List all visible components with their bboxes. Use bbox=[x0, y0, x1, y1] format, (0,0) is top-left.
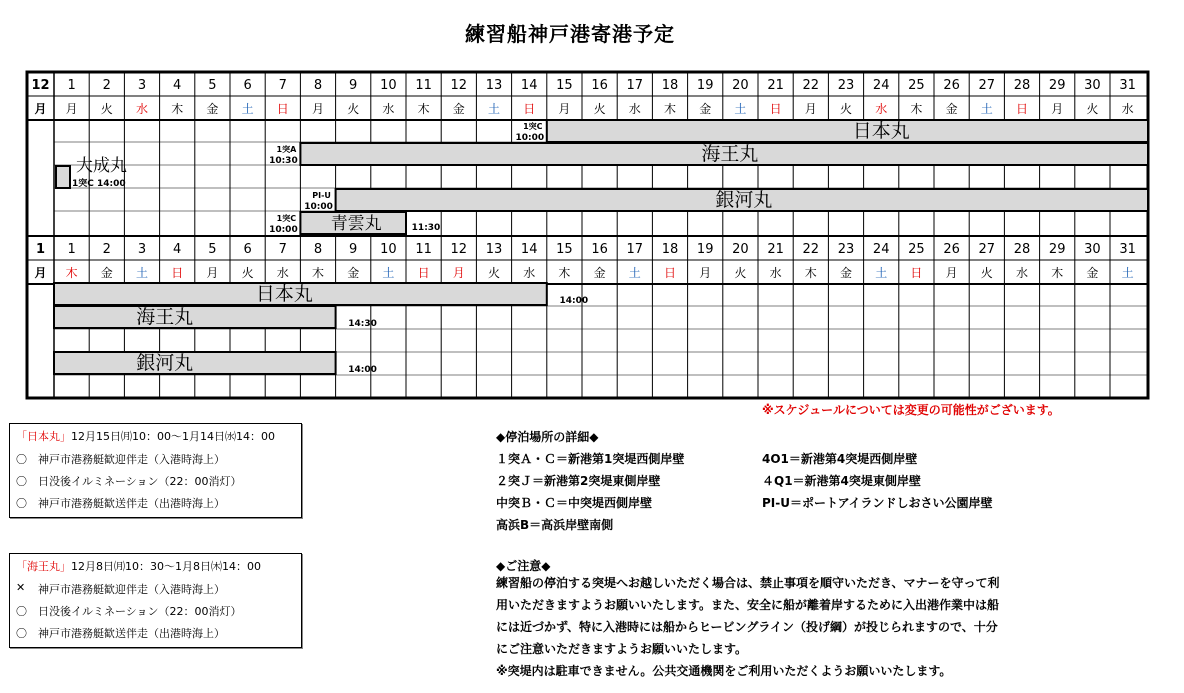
time-label: 1突C 14:00 bbox=[72, 179, 126, 189]
weekday-label: 木 bbox=[65, 266, 78, 280]
weekday-label: 土 bbox=[487, 102, 501, 116]
caution-line: 用いただきますようお願いいたします。また、安全に船が離着岸するために入出港作業中は船 bbox=[496, 598, 1000, 612]
day-number: 9 bbox=[349, 242, 358, 257]
day-number: 18 bbox=[661, 78, 679, 93]
weekday-label: 金 bbox=[100, 266, 113, 280]
time-label: 14:00 bbox=[348, 365, 377, 375]
stay-period: 12月15日㈪10：00～1月14日㈬14：00 bbox=[71, 430, 275, 443]
weekday-label: 日 bbox=[417, 266, 430, 280]
ship-bar bbox=[54, 352, 336, 374]
page-title: 練習船神戸港寄港予定 bbox=[465, 22, 675, 46]
weekday-label: 火 bbox=[100, 102, 113, 116]
weekday-label: 火 bbox=[1086, 102, 1099, 116]
day-number: 12 bbox=[450, 242, 468, 257]
weekday-label: 水 bbox=[135, 102, 149, 116]
weekday-label: 日 bbox=[1015, 102, 1029, 116]
ship-name: 「海王丸」 bbox=[16, 560, 71, 573]
day-number: 15 bbox=[556, 78, 573, 93]
day-number: 23 bbox=[837, 242, 855, 257]
status-mark: 〇 bbox=[16, 627, 27, 640]
berth-item: ２突Ｊ＝新港第2突堤東側岸壁 bbox=[496, 474, 661, 488]
day-number: 28 bbox=[1013, 78, 1031, 93]
day-number: 24 bbox=[872, 242, 890, 257]
weekday-label: 火 bbox=[980, 266, 993, 280]
weekday-label: 水 bbox=[523, 266, 536, 280]
caution-text bbox=[496, 572, 1066, 682]
berth-label: 1突C bbox=[276, 214, 297, 223]
day-number: 1 bbox=[67, 242, 76, 257]
weekday-label: 金 bbox=[347, 266, 360, 280]
berth-label: PI-U bbox=[312, 191, 331, 200]
weekday-label: 土 bbox=[135, 266, 149, 280]
event-row bbox=[10, 622, 301, 647]
time-label: 10:00 bbox=[304, 202, 333, 212]
day-number: 21 bbox=[767, 78, 784, 93]
status-mark: 〇 bbox=[16, 475, 27, 488]
weekday-label: 木 bbox=[910, 102, 923, 116]
weekday-label: 水 bbox=[628, 102, 641, 116]
day-number: 3 bbox=[137, 78, 147, 93]
event-text: 日没後イルミネーション（22：00消灯） bbox=[38, 475, 242, 488]
day-number: 22 bbox=[802, 78, 820, 93]
weekday-label: 日 bbox=[276, 102, 289, 116]
day-number: 27 bbox=[978, 242, 996, 257]
day-number: 2 bbox=[102, 78, 111, 93]
weekday-label: 木 bbox=[311, 266, 325, 280]
berth-item: ４Q1＝新港第4突堤東側岸壁 bbox=[762, 474, 921, 488]
day-number: 29 bbox=[1048, 78, 1066, 93]
day-number: 31 bbox=[1119, 242, 1136, 257]
day-number: 27 bbox=[978, 78, 996, 93]
day-number: 26 bbox=[943, 242, 960, 257]
weekday-label: 火 bbox=[593, 102, 606, 116]
day-number: 8 bbox=[313, 78, 323, 93]
time-label: 10:00 bbox=[515, 133, 545, 143]
weekday-label: 火 bbox=[734, 266, 747, 280]
day-number: 7 bbox=[278, 78, 287, 93]
ship-name-label: 海王丸 bbox=[136, 306, 194, 328]
weekday-label: 水 bbox=[276, 266, 289, 280]
day-number: 5 bbox=[208, 242, 217, 257]
day-number: 17 bbox=[626, 78, 644, 93]
weekday-label: 土 bbox=[628, 266, 641, 280]
time-label: 10:30 bbox=[269, 156, 298, 166]
event-text: 神戸市港務艇歓送伴走（出港時海上） bbox=[38, 497, 225, 510]
ship-bar bbox=[547, 120, 1148, 142]
berth-item: 高浜B＝高浜岸壁南側 bbox=[496, 518, 614, 532]
ship-name-label: 大成丸 bbox=[76, 156, 127, 176]
weekday-label: 水 bbox=[382, 102, 395, 116]
time-label: 14:30 bbox=[348, 319, 377, 329]
weekday-label: 日 bbox=[663, 266, 677, 280]
day-number: 25 bbox=[908, 78, 925, 93]
day-number: 12 bbox=[450, 78, 468, 93]
weekday-label: 金 bbox=[699, 102, 712, 116]
event-text: 神戸市港務艇歓迎伴走（入港時海上） bbox=[38, 453, 225, 466]
ship-name-label: 日本丸 bbox=[255, 283, 313, 305]
berth-label: 1突A bbox=[276, 145, 297, 154]
weekday-label: 金 bbox=[593, 266, 606, 280]
day-number: 1 bbox=[67, 78, 76, 93]
weekday-label: 日 bbox=[523, 102, 536, 116]
day-number: 30 bbox=[1084, 78, 1101, 93]
weekday-label: 月 bbox=[699, 266, 712, 280]
day-number: 4 bbox=[173, 242, 182, 257]
weekday-label: 月 bbox=[1051, 102, 1064, 116]
day-number: 13 bbox=[485, 242, 503, 257]
weekday-label: 水 bbox=[1121, 102, 1134, 116]
berth-label: 1突C bbox=[523, 122, 543, 131]
weekday-label: 土 bbox=[241, 102, 254, 116]
event-text: 神戸市港務艇歓迎伴走（入港時海上） bbox=[38, 583, 225, 596]
nihonmaru-info-box bbox=[9, 423, 302, 518]
day-number: 31 bbox=[1119, 78, 1136, 93]
month-number: 1 bbox=[35, 242, 46, 257]
weekday-label: 日 bbox=[171, 266, 184, 280]
berth-heading: ◆停泊場所の詳細◆ bbox=[496, 430, 599, 444]
weekday-label: 土 bbox=[1121, 266, 1134, 280]
day-number: 22 bbox=[802, 242, 820, 257]
stay-period: 12月8日㈪10：30～1月8日㈭14：00 bbox=[71, 560, 261, 573]
weekday-label: 月 bbox=[558, 102, 571, 116]
weekday-label: 土 bbox=[382, 266, 395, 280]
day-number: 24 bbox=[872, 78, 890, 93]
caution-heading: ◆ご注意◆ bbox=[496, 559, 551, 573]
day-number: 19 bbox=[696, 242, 714, 257]
kaiomaru-info-box bbox=[9, 553, 302, 648]
time-label: 14:00 bbox=[559, 296, 589, 306]
weekday-label: 金 bbox=[1086, 266, 1099, 280]
ship-name-label: 銀河丸 bbox=[715, 189, 773, 211]
ship-name-label: 銀河丸 bbox=[136, 352, 194, 374]
day-number: 21 bbox=[767, 242, 784, 257]
day-number: 4 bbox=[173, 78, 182, 93]
berth-item: 中突Ｂ・Ｃ＝中突堤西側岸壁 bbox=[496, 496, 653, 510]
nihonmaru-header bbox=[10, 424, 301, 448]
weekday-label: 月 bbox=[804, 102, 817, 116]
berth-item: PI-U＝ポートアイランドしおさい公園岸壁 bbox=[762, 496, 993, 510]
weekday-label: 金 bbox=[839, 266, 853, 280]
weekday-label: 月 bbox=[311, 102, 325, 116]
day-number: 14 bbox=[520, 242, 538, 257]
weekday-label: 火 bbox=[347, 102, 360, 116]
weekday-label: 木 bbox=[663, 102, 677, 116]
caution-line: ※突堤内は駐車できません。公共交通機関をご利用いただくようお願いいたします。 bbox=[496, 664, 952, 678]
weekday-label: 月 bbox=[945, 266, 958, 280]
ship-bar bbox=[54, 306, 336, 328]
day-number: 30 bbox=[1084, 242, 1101, 257]
event-row bbox=[10, 470, 301, 492]
weekday-label: 月 bbox=[65, 102, 78, 116]
weekday-label: 木 bbox=[171, 102, 184, 116]
day-number: 10 bbox=[380, 242, 397, 257]
weekday-label: 土 bbox=[875, 266, 888, 280]
day-number: 6 bbox=[243, 242, 252, 257]
caution-line: にご注意いただきますようお願いいたします。 bbox=[496, 642, 748, 656]
day-number: 2 bbox=[102, 242, 111, 257]
weekday-label: 火 bbox=[241, 266, 254, 280]
weekday-label: 火 bbox=[839, 102, 853, 116]
schedule-change-notice: ※スケジュールについては変更の可能性がございます。 bbox=[762, 403, 1060, 417]
weekday-label: 木 bbox=[1051, 266, 1064, 280]
status-mark: 〇 bbox=[16, 453, 27, 466]
event-text: 神戸市港務艇歓送伴走（出港時海上） bbox=[38, 627, 225, 640]
day-number: 16 bbox=[591, 242, 608, 257]
event-text: 日没後イルミネーション（22：00消灯） bbox=[38, 605, 242, 618]
berth-item: １突Ａ・Ｃ＝新港第1突堤西側岸壁 bbox=[496, 452, 685, 466]
status-mark: 〇 bbox=[16, 497, 27, 510]
event-row bbox=[10, 448, 301, 470]
day-number: 29 bbox=[1048, 242, 1066, 257]
day-number: 16 bbox=[591, 78, 608, 93]
ship-name-label: 日本丸 bbox=[852, 120, 910, 142]
kaiomaru-header bbox=[10, 554, 301, 578]
day-number: 15 bbox=[556, 242, 573, 257]
ship-name-label: 青雲丸 bbox=[330, 214, 382, 234]
event-row bbox=[10, 492, 301, 517]
status-mark: 〇 bbox=[16, 605, 27, 618]
day-number: 5 bbox=[208, 78, 217, 93]
weekday-label: 月 bbox=[206, 266, 219, 280]
weekday-label: 金 bbox=[452, 102, 465, 116]
event-row bbox=[10, 578, 301, 600]
weekday-label: 金 bbox=[206, 102, 219, 116]
day-number: 26 bbox=[943, 78, 960, 93]
day-number: 10 bbox=[380, 78, 397, 93]
weekday-label: 水 bbox=[769, 266, 782, 280]
day-number: 7 bbox=[278, 242, 287, 257]
ship-name-label: 海王丸 bbox=[701, 143, 759, 165]
caution-line: 練習船の停泊する突堤へお越しいただく場合は、禁止事項を順守いただき、マナーを守って利 bbox=[496, 576, 1000, 590]
weekday-label: 日 bbox=[769, 102, 782, 116]
weekday-label: 火 bbox=[487, 266, 501, 280]
caution-line: には近づかず、特に入港時には船からヒービングライン（投げ綱）が投じられますので、十分 bbox=[496, 620, 998, 634]
day-number: 9 bbox=[349, 78, 358, 93]
weekday-label: 水 bbox=[875, 102, 888, 116]
weekday-label: 月 bbox=[452, 266, 465, 280]
day-number: 11 bbox=[415, 242, 432, 257]
day-number: 19 bbox=[696, 78, 714, 93]
weekday-label: 土 bbox=[980, 102, 993, 116]
day-number: 14 bbox=[520, 78, 538, 93]
day-number: 3 bbox=[137, 242, 147, 257]
day-number: 20 bbox=[732, 242, 749, 257]
day-number: 8 bbox=[313, 242, 323, 257]
weekday-label: 日 bbox=[910, 266, 923, 280]
month-label: 月 bbox=[34, 266, 47, 280]
status-mark: ✕ bbox=[16, 581, 26, 594]
day-number: 17 bbox=[626, 242, 644, 257]
weekday-label: 金 bbox=[945, 102, 958, 116]
day-number: 28 bbox=[1013, 242, 1031, 257]
day-number: 20 bbox=[732, 78, 749, 93]
month-label: 月 bbox=[34, 102, 47, 116]
ship-name: 「日本丸」 bbox=[16, 430, 71, 443]
day-number: 11 bbox=[415, 78, 432, 93]
month-number: 12 bbox=[31, 78, 50, 93]
time-label: 11:30 bbox=[411, 223, 441, 233]
day-number: 23 bbox=[837, 78, 855, 93]
day-number: 6 bbox=[243, 78, 252, 93]
day-number: 18 bbox=[661, 242, 679, 257]
time-label: 10:00 bbox=[269, 225, 298, 235]
weekday-label: 木 bbox=[558, 266, 571, 280]
weekday-label: 木 bbox=[417, 102, 430, 116]
day-number: 25 bbox=[908, 242, 925, 257]
weekday-label: 木 bbox=[804, 266, 817, 280]
ship-bar bbox=[56, 166, 70, 188]
berth-item: 4O1＝新港第4突堤西側岸壁 bbox=[762, 452, 918, 466]
weekday-label: 土 bbox=[734, 102, 747, 116]
event-row bbox=[10, 600, 301, 622]
day-number: 13 bbox=[485, 78, 503, 93]
weekday-label: 水 bbox=[1015, 266, 1029, 280]
